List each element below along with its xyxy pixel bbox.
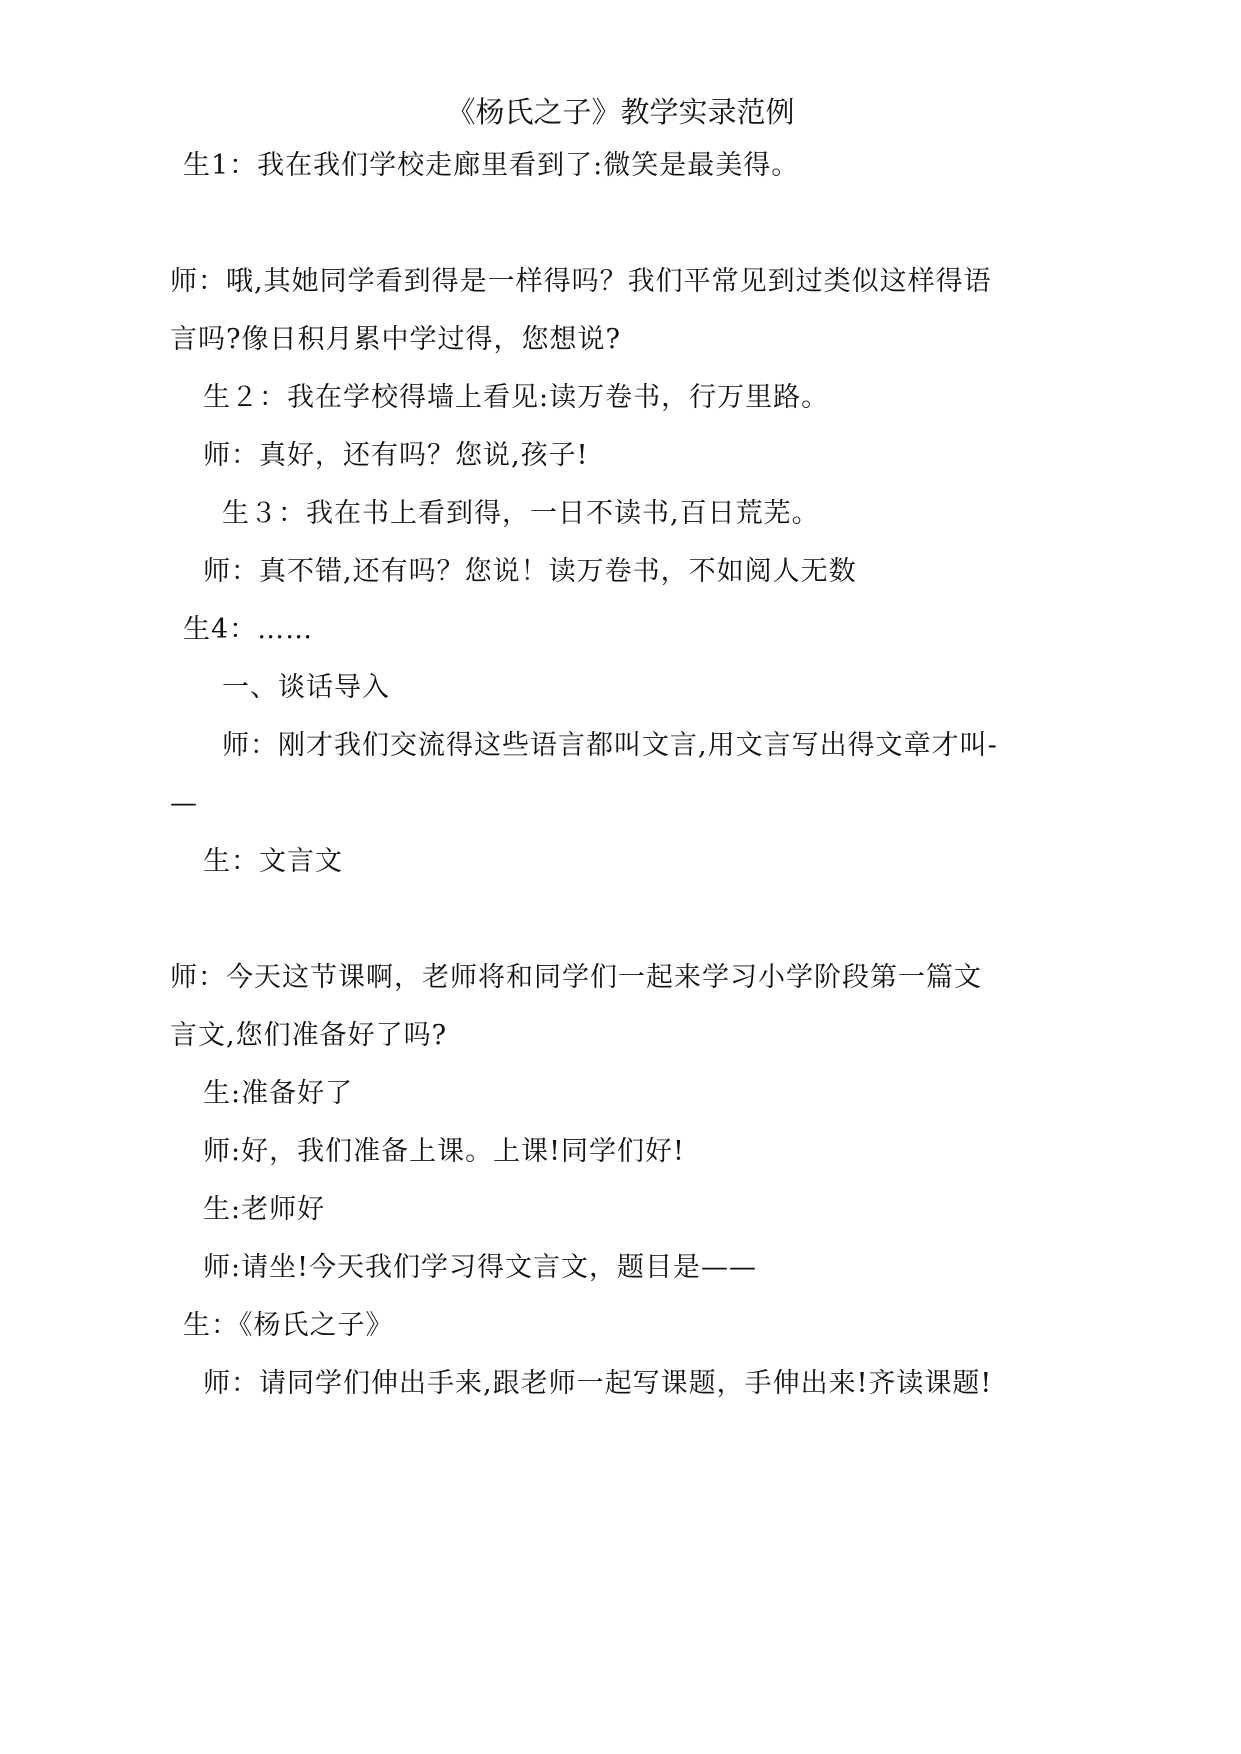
- document-title: 《杨氏之子》教学实录范例: [446, 95, 795, 129]
- text-line: 言文,您们准备好了吗?: [170, 1020, 448, 1051]
- text-line: 生：文言文: [203, 846, 343, 877]
- text-line: 生２：我在学校得墙上看见:读万卷书，行万里路。: [203, 382, 830, 413]
- text-line: 生:老师好: [203, 1194, 326, 1225]
- text-line: 言吗?像日积月累中学过得，您想说?: [170, 324, 621, 355]
- text-line: 生３：我在书上看到得，一日不读书,百日荒芜。: [222, 498, 820, 529]
- text-line: —: [170, 788, 198, 819]
- text-line: 生：《杨氏之子》: [183, 1310, 394, 1341]
- section-heading: 一、谈话导入: [222, 672, 390, 703]
- text-line: 师：今天这节课啊，老师将和同学们一起来学习小学阶段第一篇文: [170, 962, 982, 993]
- text-line: 生1：我在我们学校走廊里看到了:微笑是最美得。: [183, 150, 800, 181]
- text-line: 生4：……: [183, 614, 314, 645]
- text-line: 生:准备好了: [203, 1078, 354, 1109]
- text-line: 师：真不错,还有吗？您说！读万卷书，不如阅人无数: [203, 556, 857, 587]
- text-line: 师：哦,其她同学看到得是一样得吗？我们平常见到过类似这样得语: [170, 266, 992, 297]
- text-line: 师:请坐!今天我们学习得文言文，题目是——: [203, 1252, 757, 1283]
- text-line: 师：请同学们伸出手来,跟老师一起写课题，手伸出来!齐读课题!: [203, 1368, 993, 1399]
- text-line: 师：真好，还有吗？您说,孩子!: [203, 440, 589, 471]
- text-line: 师:好，我们准备上课。上课!同学们好!: [203, 1136, 685, 1167]
- text-line: 师：刚才我们交流得这些语言都叫文言,用文言写出得文章才叫-: [222, 730, 998, 761]
